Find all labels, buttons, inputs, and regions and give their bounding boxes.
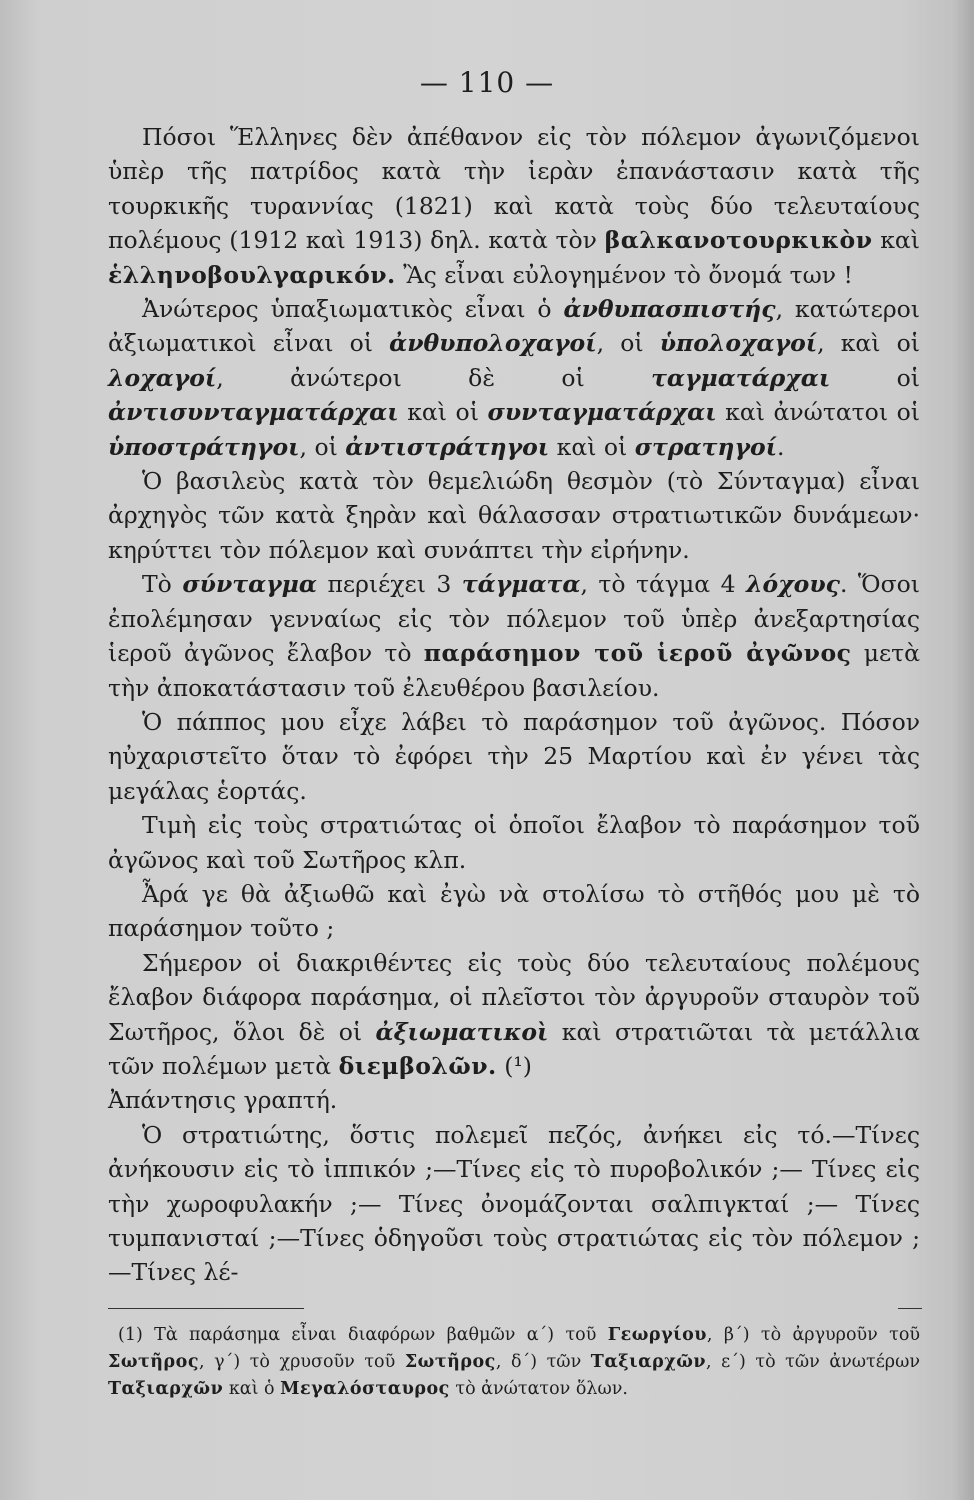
body-text: [108, 120, 920, 1290]
text-run: . Ὅσοι ἐπολέμησαν γενναίως εἰς τὸν πόλεμον τοῦ ὑπὲρ ἀνεξαρτησίας ἱεροῦ ἀγῶνος ἔλαβον τὸ: [108, 570, 920, 668]
text-run: .: [777, 432, 785, 461]
text-run: καὶ ἀνώτατοι οἱ: [716, 398, 920, 427]
page-number: — 110 —: [419, 66, 555, 99]
footnote-text: [108, 1322, 920, 1403]
paragraph-ranks: [108, 292, 920, 464]
italic-term: σύνταγμα: [182, 570, 317, 599]
rank-term: ὑποστράτηγοι: [108, 432, 300, 461]
text-run: καὶ: [872, 226, 920, 255]
paragraph-king: Ὁ βασιλεὺς κατὰ τὸν θεμελιώδη θεσμὸν (τὸ Σύνταγμα) εἶναι ἀρχηγὸς τῶν κατὰ ξηρὰν καὶ θάλασσαν στρατιωτικῶν δυνάμεων· κηρύττει τὸν πόλεμον καὶ συνάπτει τὴν εἰρήνην.: [108, 467, 920, 564]
page-edge-shadow: [950, 0, 974, 1500]
text-run: τὸ ἀνώτατον ὅλων.: [449, 1379, 628, 1399]
text-run: Σήμερον οἱ διακριθέντες εἰς τοὺς δύο τελευταίους πολέμους ἔλαβον διάφορα παράσημα, οἱ πλεῖστοι τὸν ἀργυροῦν σταυρὸν τοῦ Σωτῆρος, ὅλοι δὲ οἱ: [108, 948, 920, 1046]
text-run: , κατώτεροι ἀξιωματικοὶ εἶναι οἱ: [108, 295, 920, 358]
italic-term: ἀξιωματικοὶ: [375, 1017, 549, 1046]
bold-term: Μεγαλόσταυρος: [280, 1379, 450, 1399]
rank-term: ὑπολοχαγοί: [659, 329, 818, 358]
text-run: καὶ οἱ: [398, 398, 488, 427]
text-run: , καὶ οἱ: [817, 329, 920, 358]
bold-term: Σωτῆρος: [404, 1352, 496, 1372]
text-run: καὶ οἱ: [549, 432, 635, 461]
footnote-divider-right: [898, 1308, 922, 1309]
rank-term: ἀνθυπολοχαγοί: [389, 329, 597, 358]
rank-term: λοχαγοί: [108, 363, 217, 392]
footnote: [108, 1322, 920, 1403]
bold-term: Ταξιαρχῶν: [590, 1352, 707, 1372]
paragraph-grandfather: Ὁ πάππος μου εἶχε λάβει τὸ παράσημον τοῦ ἀγῶνος. Πόσον ηὐχαριστεῖτο ὅταν τὸ ἐφόρει τὴν 25 Μαρτίου καὶ ἐν γένει τὰς μεγάλας ἑορτάς.: [108, 707, 920, 805]
italic-term: τάγματα: [461, 570, 581, 599]
footnote-divider: [108, 1308, 304, 1309]
text-run: , ε΄) τὸ τῶν ἀνωτέρων: [706, 1352, 921, 1372]
bold-term: διεμβολῶν.: [338, 1051, 497, 1080]
text-run: Τὸ: [142, 570, 183, 599]
text-run: , οἱ: [596, 329, 660, 358]
paragraph-greek-wars: [108, 120, 920, 292]
paragraph-exercise: Ὁ στρατιώτης, ὅστις πολεμεῖ πεζός, ἀνήκει εἰς τό.—Τίνες ἀνήκουσιν εἰς τὸ ἱππικόν ;—Τίνες εἰς τὸ πυροβολικόν ;— Τίνες εἰς τὴν χωροφυλακήν ;— Τίνες ὀνομάζονται σαλπιγκταί ;— Τίνες τυμπανισταί ;—Τίνες ὁδηγοῦσι τοὺς στρατιώτας εἰς τὸν πόλεμον ;—Τίνες λέ-: [108, 1120, 920, 1287]
paragraph-regiment: [108, 567, 920, 705]
bold-term: Γεωργίου: [607, 1325, 707, 1345]
footnote-reference: (¹): [504, 1051, 532, 1080]
text-run: Ἀνώτερος ὑπαξιωματικὸς εἶναι ὁ: [142, 295, 564, 324]
rank-term: ἀντιστράτηγοι: [345, 432, 550, 461]
rank-term: συνταγματάρχαι: [487, 398, 717, 427]
text-run: , οἱ: [299, 432, 346, 461]
text-run: καὶ ὁ: [223, 1379, 281, 1399]
text-run: Πόσοι Ἕλληνες δὲν ἀπέθανον εἰς τὸν πόλεμον ἀγωνιζόμενοι ὑπὲρ τῆς πατρίδος κατὰ τὴν ἱερὰν ἐπανάστασιν κατὰ τῆς τουρκικῆς τυραννίας (1821) καὶ κατὰ τοὺς δύο τελευταίους πολέμους (1912 καὶ 1913) δηλ. κατὰ τὸν: [108, 123, 920, 255]
paragraph-today: [108, 946, 920, 1084]
text-run: , τὸ τάγμα 4: [580, 570, 747, 599]
text-run: περιέχει 3: [316, 570, 462, 599]
text-run: (1) Τὰ παράσημα εἶναι διαφόρων βαθμῶν α΄) τοῦ: [118, 1325, 608, 1345]
italic-term: λόχους: [746, 570, 840, 599]
rank-term: ταγματάρχαι: [651, 363, 831, 392]
bold-term: παράσημον τοῦ ἱεροῦ ἀγῶνος: [423, 639, 852, 668]
text-run: Ἂς εἶναι εὐλογημένον τὸ ὄνομά των !: [395, 260, 853, 289]
paragraph-question: Ἆρά γε θὰ ἀξιωθῶ καὶ ἐγὼ νὰ στολίσω τὸ στῆθός μου μὲ τὸ παράσημον τοῦτο ;: [108, 879, 920, 943]
bold-term: Σωτῆρος: [108, 1352, 199, 1372]
rank-term: στρατηγοί: [634, 432, 778, 461]
text-run: οἱ: [830, 363, 920, 392]
text-run: , β΄) τὸ ἀργυροῦν τοῦ: [706, 1325, 920, 1345]
bold-term: ἑλληνοβουλγαρικόν.: [108, 260, 396, 289]
bold-term: Ταξιαρχῶν: [108, 1379, 224, 1399]
bold-term: βαλκανοτουρκικὸν: [604, 226, 873, 255]
text-run: μετὰ τὴν ἀποκατάστασιν τοῦ ἐλευθέρου βασιλείου.: [108, 639, 921, 702]
paragraph-written-answer: Ἀπάντησις γραπτή.: [108, 1086, 338, 1115]
rank-term: ἀνθυπασπιστής: [563, 295, 776, 324]
text-run: , δ΄) τῶν: [495, 1352, 591, 1372]
paragraph-honor: Τιμὴ εἰς τοὺς στρατιώτας οἱ ὁποῖοι ἔλαβον τὸ παράσημον τοῦ ἀγῶνος καὶ τοῦ Σωτῆρος κλπ.: [108, 811, 920, 874]
rank-term: ἀντισυνταγματάρχαι: [108, 398, 399, 427]
text-run: , ἀνώτεροι δὲ οἱ: [216, 363, 652, 392]
text-run: καὶ στρατιῶται τὰ μετάλλια τῶν πολέμων μετὰ: [108, 1017, 920, 1080]
text-run: , γ΄) τὸ χρυσοῦν τοῦ: [199, 1352, 405, 1372]
